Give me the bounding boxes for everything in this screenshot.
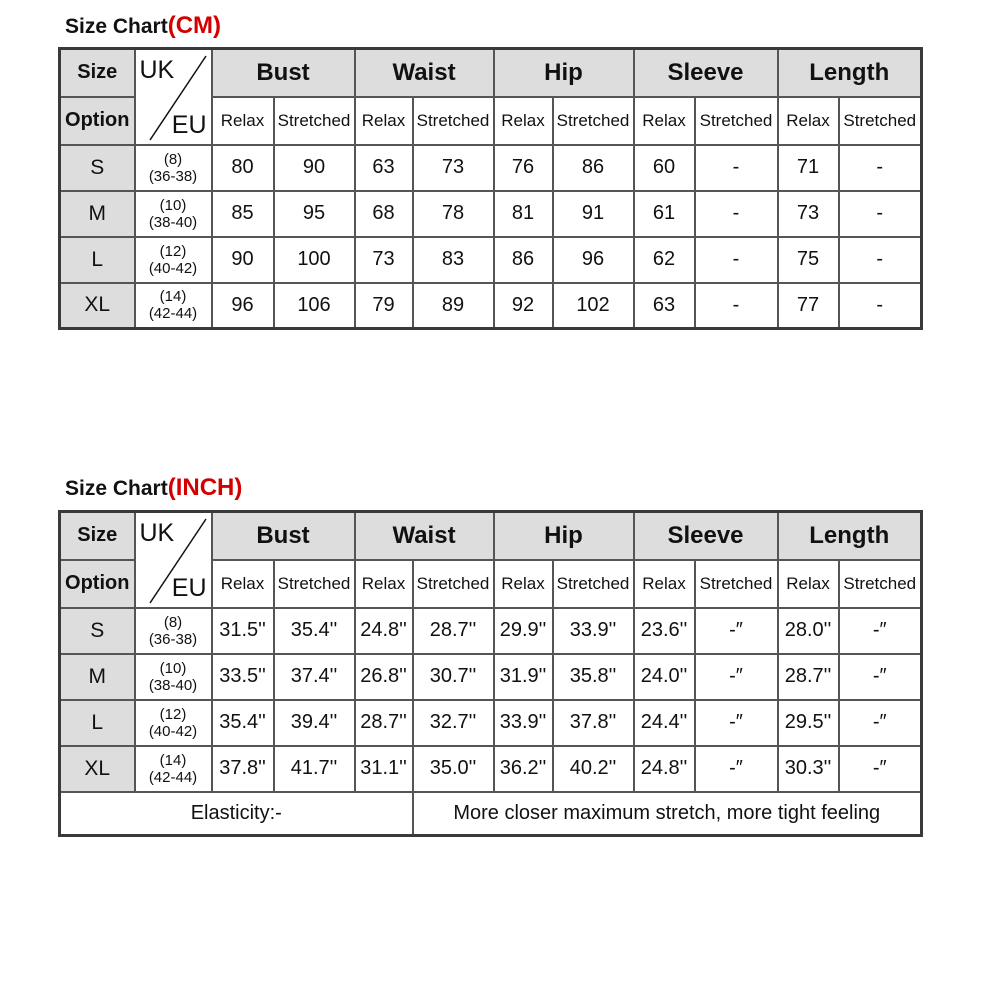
- measure-cell: 86: [553, 145, 634, 191]
- measure-cell: -: [695, 145, 778, 191]
- measure-cell: 85: [212, 191, 274, 237]
- inch-size-table-wrap: [58, 510, 923, 837]
- elasticity-text: More closer maximum stretch, more tight feeling: [413, 792, 922, 836]
- measure-cell: 33.9'': [553, 608, 634, 654]
- measure-cell: 71: [778, 145, 839, 191]
- uk-eu-cell: [135, 700, 212, 746]
- eu-label: EU: [171, 573, 207, 602]
- uk-size-value: (12): [159, 242, 187, 260]
- eu-size-value: (38-40): [148, 213, 198, 231]
- measure-cell: 100: [274, 237, 355, 283]
- measure-cell: 37.8'': [212, 746, 274, 792]
- uk-eu-cell: [135, 608, 212, 654]
- measure-cell: -: [695, 237, 778, 283]
- measure-cell: 90: [212, 237, 274, 283]
- uk-eu-header: [135, 512, 212, 608]
- option-header: Option: [60, 97, 135, 145]
- measure-cell: 24.8'': [634, 746, 695, 792]
- uk-size-value: (10): [159, 659, 187, 677]
- measure-cell: 32.7'': [413, 700, 494, 746]
- cm-title-prefix: Size Chart: [65, 15, 168, 38]
- measure-cell: -″: [695, 700, 778, 746]
- elasticity-label: Elasticity:-: [60, 792, 413, 836]
- group-header-bust: Bust: [212, 49, 355, 97]
- table-row: [60, 145, 922, 191]
- sub-header-relax: Relax: [634, 560, 695, 608]
- uk-eu-cell: [135, 145, 212, 191]
- measure-cell: 36.2'': [494, 746, 553, 792]
- sub-header-relax: Relax: [634, 97, 695, 145]
- measure-cell: 29.5'': [778, 700, 839, 746]
- group-header-sleeve: Sleeve: [634, 49, 778, 97]
- measure-cell: 96: [553, 237, 634, 283]
- cm-size-table-wrap: [58, 47, 923, 330]
- measure-cell: -″: [839, 608, 922, 654]
- measure-cell: 28.7'': [413, 608, 494, 654]
- measure-cell: 35.0'': [413, 746, 494, 792]
- uk-size-value: (14): [159, 288, 187, 306]
- measure-cell: -″: [839, 746, 922, 792]
- cm-size-table: [58, 47, 923, 330]
- size-cell: S: [60, 608, 135, 654]
- size-header: Size: [60, 49, 135, 97]
- uk-eu-cell: [135, 283, 212, 329]
- measure-cell: 30.7'': [413, 654, 494, 700]
- measure-cell: 31.1'': [355, 746, 413, 792]
- size-cell: XL: [60, 746, 135, 792]
- measure-cell: 96: [212, 283, 274, 329]
- size-cell: XL: [60, 283, 135, 329]
- sub-header-stretched: Stretched: [839, 97, 922, 145]
- measure-cell: 29.9'': [494, 608, 553, 654]
- sub-header-relax: Relax: [778, 97, 839, 145]
- header-row-groups: [60, 512, 922, 560]
- group-header-hip: Hip: [494, 512, 634, 560]
- measure-cell: 77: [778, 283, 839, 329]
- size-header: Size: [60, 512, 135, 560]
- size-cell: L: [60, 700, 135, 746]
- measure-cell: 33.9'': [494, 700, 553, 746]
- eu-size-value: (36-38): [148, 167, 198, 185]
- group-header-length: Length: [778, 49, 922, 97]
- measure-cell: 95: [274, 191, 355, 237]
- measure-cell: 76: [494, 145, 553, 191]
- sub-header-relax: Relax: [494, 560, 553, 608]
- group-header-waist: Waist: [355, 49, 494, 97]
- size-cell: M: [60, 654, 135, 700]
- eu-size-value: (38-40): [148, 676, 198, 694]
- measure-cell: 86: [494, 237, 553, 283]
- inch-chart-title: [65, 474, 242, 502]
- sub-header-stretched: Stretched: [695, 97, 778, 145]
- measure-cell: 83: [413, 237, 494, 283]
- cm-chart-title: [65, 12, 221, 40]
- eu-size-value: (42-44): [148, 305, 198, 323]
- sub-header-relax: Relax: [355, 560, 413, 608]
- uk-size-value: (8): [163, 613, 183, 631]
- uk-label: UK: [139, 519, 175, 547]
- measure-cell: 92: [494, 283, 553, 329]
- measure-cell: -: [839, 145, 922, 191]
- uk-eu-cell: [135, 237, 212, 283]
- eu-size-value: (42-44): [148, 768, 198, 786]
- table-row: [60, 700, 922, 746]
- measure-cell: 35.4'': [212, 700, 274, 746]
- measure-cell: 89: [413, 283, 494, 329]
- measure-cell: -″: [839, 654, 922, 700]
- measure-cell: 91: [553, 191, 634, 237]
- measure-cell: -: [839, 191, 922, 237]
- cm-title-unit: (CM): [167, 12, 222, 39]
- measure-cell: 80: [212, 145, 274, 191]
- measure-cell: -″: [695, 608, 778, 654]
- measure-cell: -: [839, 237, 922, 283]
- measure-cell: 68: [355, 191, 413, 237]
- sub-header-stretched: Stretched: [695, 560, 778, 608]
- measure-cell: 73: [355, 237, 413, 283]
- uk-size-value: (8): [163, 150, 183, 168]
- sub-header-stretched: Stretched: [553, 97, 634, 145]
- measure-cell: 35.4'': [274, 608, 355, 654]
- sub-header-relax: Relax: [355, 97, 413, 145]
- eu-size-value: (40-42): [148, 722, 198, 740]
- table-row: [60, 191, 922, 237]
- table-row: [60, 608, 922, 654]
- sub-header-stretched: Stretched: [413, 560, 494, 608]
- measure-cell: 106: [274, 283, 355, 329]
- eu-size-value: (40-42): [148, 259, 198, 277]
- table-row: [60, 654, 922, 700]
- measure-cell: 41.7'': [274, 746, 355, 792]
- measure-cell: 90: [274, 145, 355, 191]
- measure-cell: 61: [634, 191, 695, 237]
- header-row-groups: [60, 49, 922, 97]
- measure-cell: 63: [634, 283, 695, 329]
- group-header-sleeve: Sleeve: [634, 512, 778, 560]
- sub-header-stretched: Stretched: [413, 97, 494, 145]
- uk-eu-header: [135, 49, 212, 145]
- measure-cell: 62: [634, 237, 695, 283]
- measure-cell: 40.2'': [553, 746, 634, 792]
- eu-label: EU: [171, 110, 207, 139]
- measure-cell: 73: [413, 145, 494, 191]
- sub-header-relax: Relax: [212, 97, 274, 145]
- measure-cell: 33.5'': [212, 654, 274, 700]
- inch-title-unit: (INCH): [167, 474, 243, 501]
- measure-cell: 39.4'': [274, 700, 355, 746]
- uk-label: UK: [139, 56, 175, 84]
- uk-size-value: (10): [159, 196, 187, 214]
- size-cell: L: [60, 237, 135, 283]
- sub-header-stretched: Stretched: [839, 560, 922, 608]
- inch-size-table: [58, 510, 923, 837]
- measure-cell: 102: [553, 283, 634, 329]
- sub-header-stretched: Stretched: [553, 560, 634, 608]
- measure-cell: 78: [413, 191, 494, 237]
- uk-size-value: (12): [159, 705, 187, 723]
- measure-cell: 31.9'': [494, 654, 553, 700]
- measure-cell: 79: [355, 283, 413, 329]
- measure-cell: 60: [634, 145, 695, 191]
- measure-cell: 35.8'': [553, 654, 634, 700]
- uk-eu-cell: [135, 654, 212, 700]
- size-cell: S: [60, 145, 135, 191]
- measure-cell: -″: [695, 654, 778, 700]
- measure-cell: 26.8'': [355, 654, 413, 700]
- measure-cell: 28.0'': [778, 608, 839, 654]
- measure-cell: 28.7'': [355, 700, 413, 746]
- sub-header-stretched: Stretched: [274, 97, 355, 145]
- measure-cell: 24.8'': [355, 608, 413, 654]
- measure-cell: -″: [695, 746, 778, 792]
- option-header: Option: [60, 560, 135, 608]
- inch-title-prefix: Size Chart: [65, 477, 168, 500]
- measure-cell: -″: [839, 700, 922, 746]
- group-header-hip: Hip: [494, 49, 634, 97]
- sub-header-stretched: Stretched: [274, 560, 355, 608]
- measure-cell: 24.4'': [634, 700, 695, 746]
- size-cell: M: [60, 191, 135, 237]
- measure-cell: 23.6'': [634, 608, 695, 654]
- measure-cell: 37.8'': [553, 700, 634, 746]
- table-row: [60, 237, 922, 283]
- table-row: [60, 746, 922, 792]
- uk-size-value: (14): [159, 751, 187, 769]
- measure-cell: -: [839, 283, 922, 329]
- group-header-length: Length: [778, 512, 922, 560]
- uk-eu-cell: [135, 191, 212, 237]
- measure-cell: 30.3'': [778, 746, 839, 792]
- measure-cell: 37.4'': [274, 654, 355, 700]
- measure-cell: 73: [778, 191, 839, 237]
- group-header-waist: Waist: [355, 512, 494, 560]
- sub-header-relax: Relax: [778, 560, 839, 608]
- measure-cell: -: [695, 191, 778, 237]
- measure-cell: 75: [778, 237, 839, 283]
- sub-header-relax: Relax: [494, 97, 553, 145]
- measure-cell: 24.0'': [634, 654, 695, 700]
- measure-cell: 81: [494, 191, 553, 237]
- sub-header-relax: Relax: [212, 560, 274, 608]
- eu-size-value: (36-38): [148, 630, 198, 648]
- group-header-bust: Bust: [212, 512, 355, 560]
- elasticity-row: [60, 792, 922, 836]
- uk-eu-cell: [135, 746, 212, 792]
- measure-cell: 28.7'': [778, 654, 839, 700]
- measure-cell: 63: [355, 145, 413, 191]
- measure-cell: 31.5'': [212, 608, 274, 654]
- measure-cell: -: [695, 283, 778, 329]
- table-row: [60, 283, 922, 329]
